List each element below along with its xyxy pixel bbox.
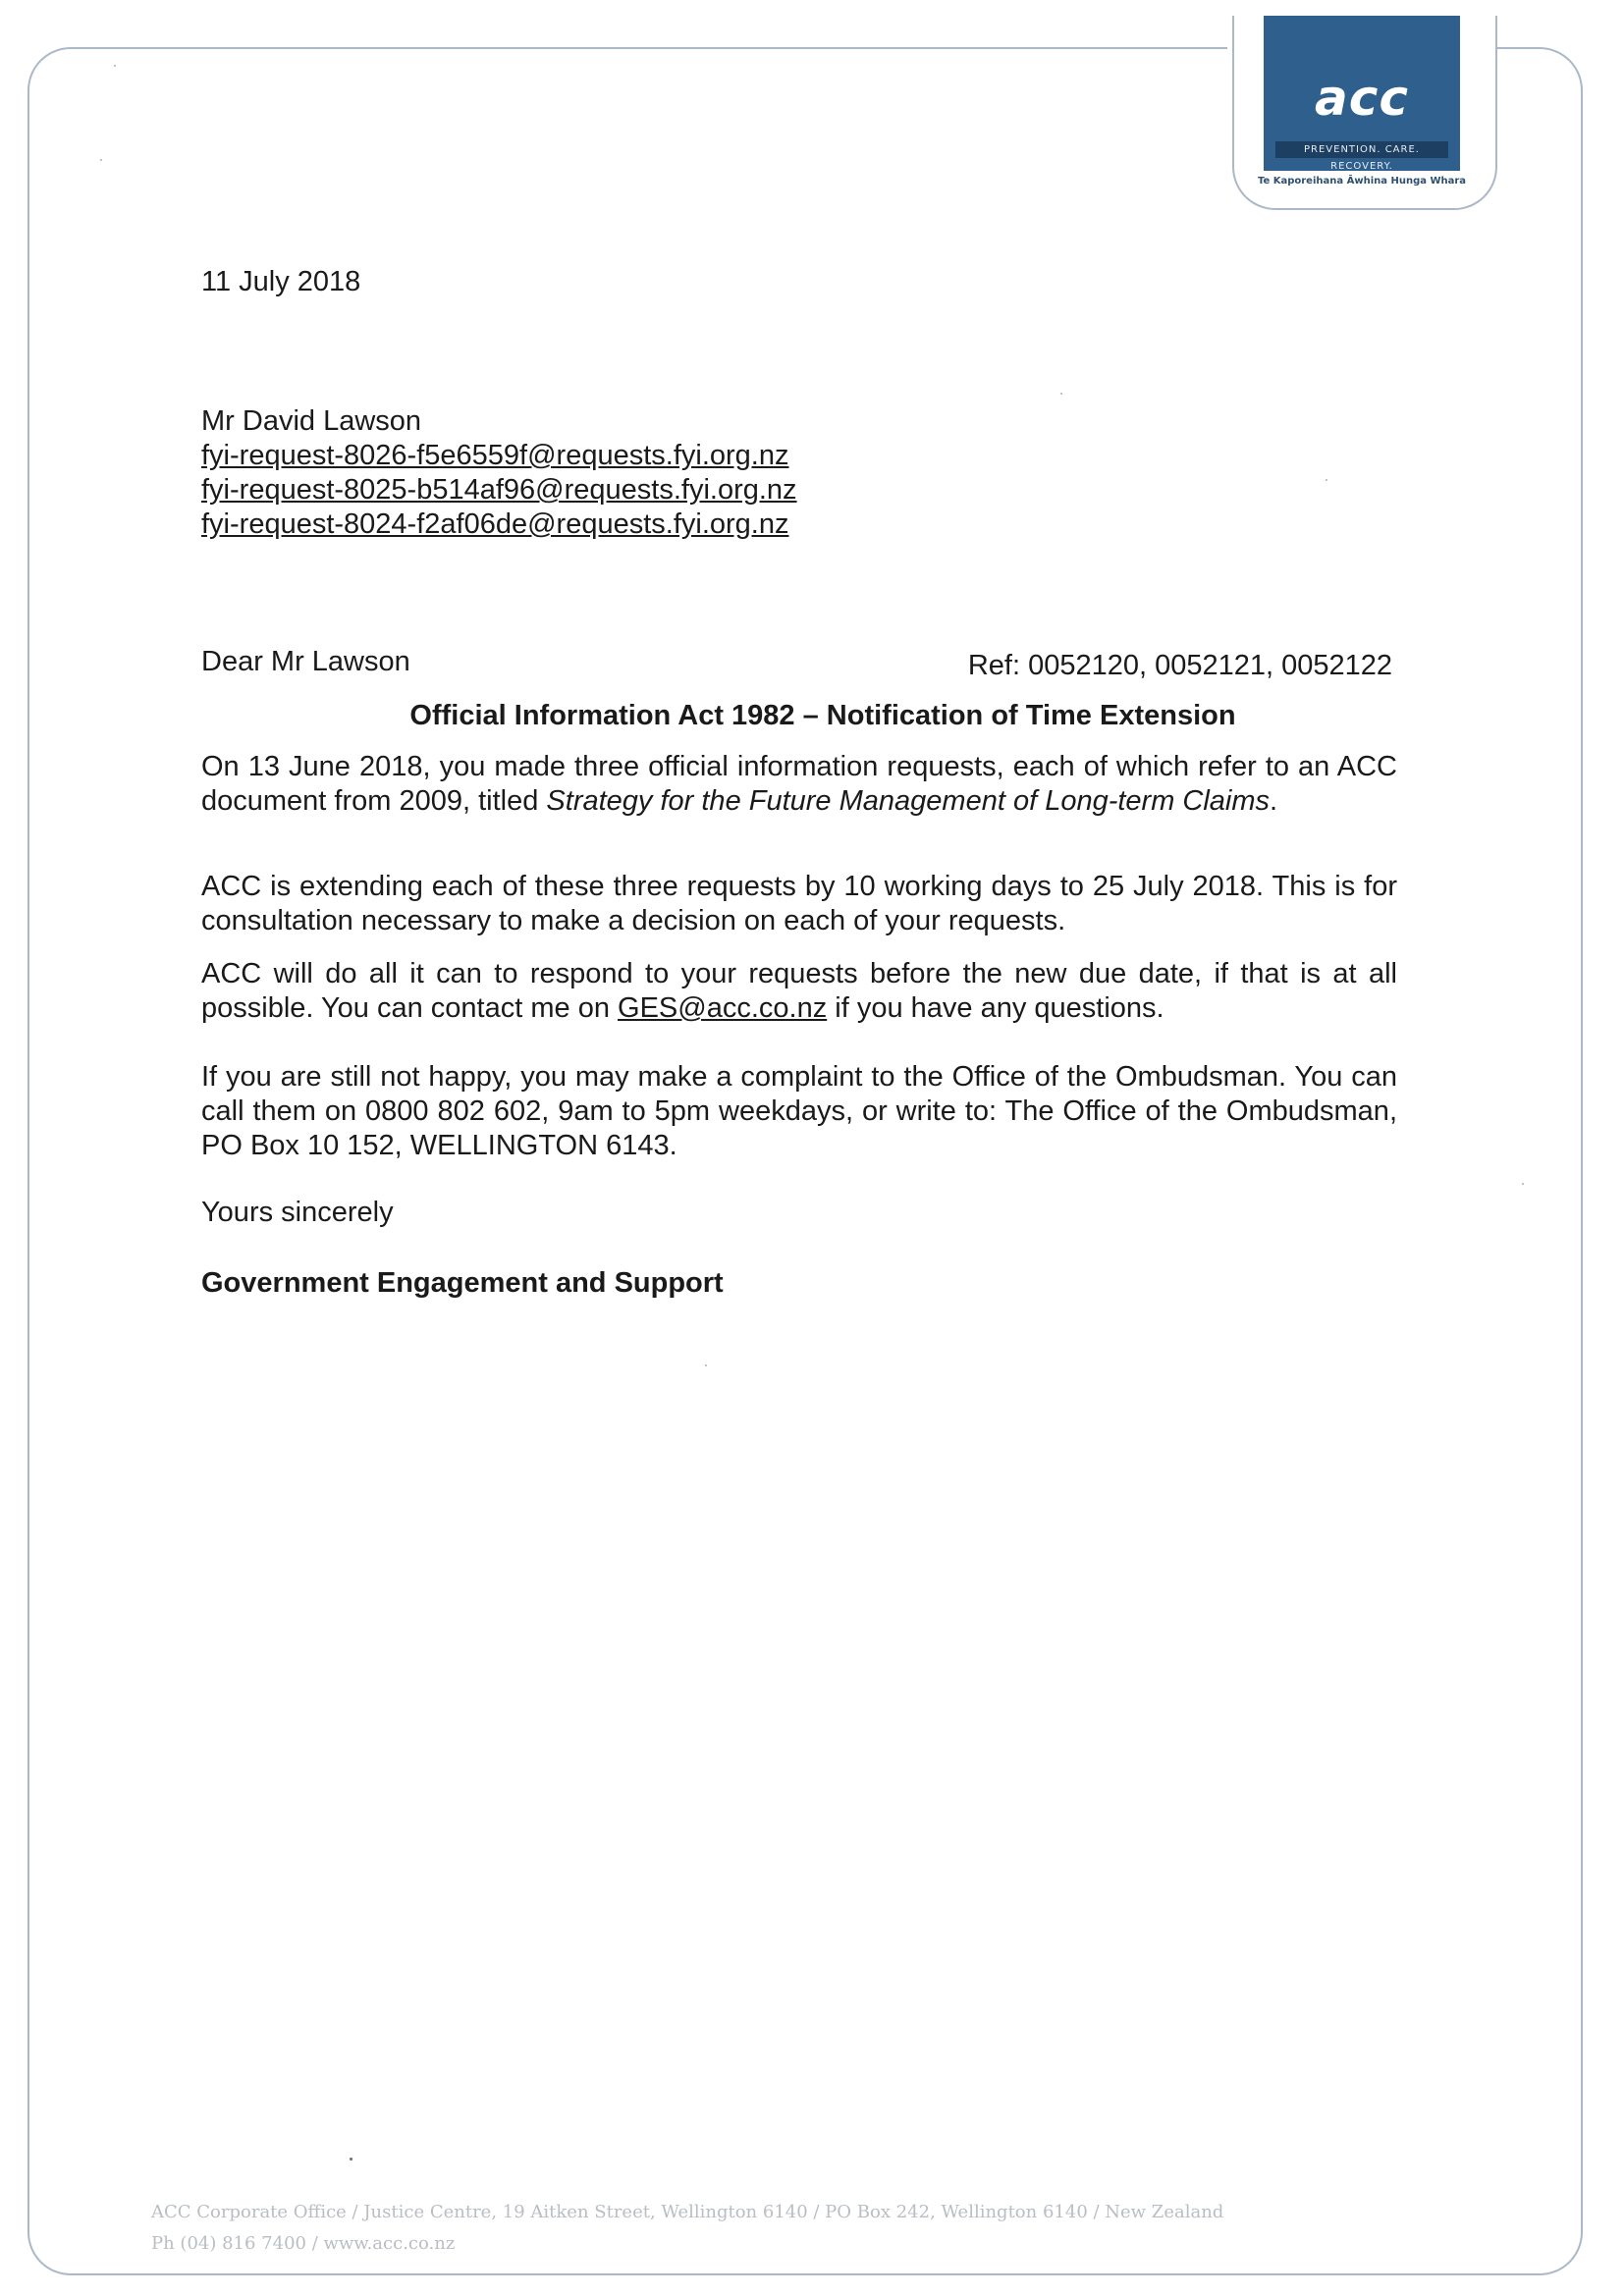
- salutation: Dear Mr Lawson: [201, 646, 410, 677]
- logo-tagline: PREVENTION. CARE. RECOVERY.: [1275, 141, 1448, 158]
- scan-speck: [350, 2158, 352, 2161]
- paragraph-1-end: .: [1270, 785, 1278, 817]
- document-title: Strategy for the Future Management of Long-term Claims: [546, 785, 1271, 817]
- logo-maori-name: Te Kaporeihana Āwhina Hunga Whara: [1257, 176, 1467, 187]
- subject-heading: Official Information Act 1982 – Notification of Time Extension: [409, 700, 1236, 731]
- paragraph-1-text: On 13 June 2018, you made three official information requests, each of which refer to an ACC document from 2009, titled: [201, 751, 1397, 817]
- recipient-email-2[interactable]: fyi-request-8025-b514af96@requests.fyi.org.nz: [201, 474, 797, 506]
- paragraph-3-end: if you have any questions.: [827, 992, 1164, 1024]
- footer-address: ACC Corporate Office / Justice Centre, 19 Aitken Street, Wellington 6140 / PO Box 242, Wellington 6140 / New Zealand: [151, 2202, 1224, 2222]
- scan-speck: [705, 1364, 707, 1366]
- scan-speck: [100, 159, 102, 161]
- recipient-email-1[interactable]: fyi-request-8026-f5e6559f@requests.fyi.org.nz: [201, 440, 789, 471]
- scan-speck: [1326, 479, 1327, 481]
- scan-speck: [114, 65, 116, 67]
- closing: Yours sincerely: [201, 1197, 394, 1228]
- reference-numbers: Ref: 0052120, 0052121, 0052122: [967, 650, 1392, 681]
- acc-logo: [1264, 16, 1460, 171]
- paragraph-3-text: ACC will do all it can to respond to your requests before the new due date, if that is at all possible. You can contact me on: [201, 958, 1397, 1024]
- paragraph-2: ACC is extending each of these three requests by 10 working days to 25 July 2018. This is for consultation necessary to make a decision on each of your requests.: [201, 871, 1397, 936]
- logo-mark: acc: [1314, 70, 1410, 127]
- paragraph-1: [201, 750, 1397, 819]
- signature: Government Engagement and Support: [201, 1267, 724, 1299]
- recipient-name: Mr David Lawson: [201, 405, 422, 437]
- logo-tab: [1232, 16, 1497, 210]
- footer-contact: Ph (04) 816 7400 / www.acc.co.nz: [151, 2233, 456, 2254]
- letter-date: 11 July 2018: [201, 266, 361, 297]
- paragraph-4: If you are still not happy, you may make a complaint to the Office of the Ombudsman. You can call them on 0800 802 602, 9am to 5pm weekdays, or write to: The Office of the Ombudsman, PO Box 10 152, WELLINGTON 6143.: [201, 1061, 1397, 1161]
- recipient-email-3[interactable]: fyi-request-8024-f2af06de@requests.fyi.org.nz: [201, 508, 789, 540]
- paragraph-3: [201, 957, 1397, 1026]
- scan-speck: [1060, 393, 1062, 395]
- scan-speck: [1522, 1183, 1524, 1185]
- ges-email-link[interactable]: GES@acc.co.nz: [618, 992, 828, 1024]
